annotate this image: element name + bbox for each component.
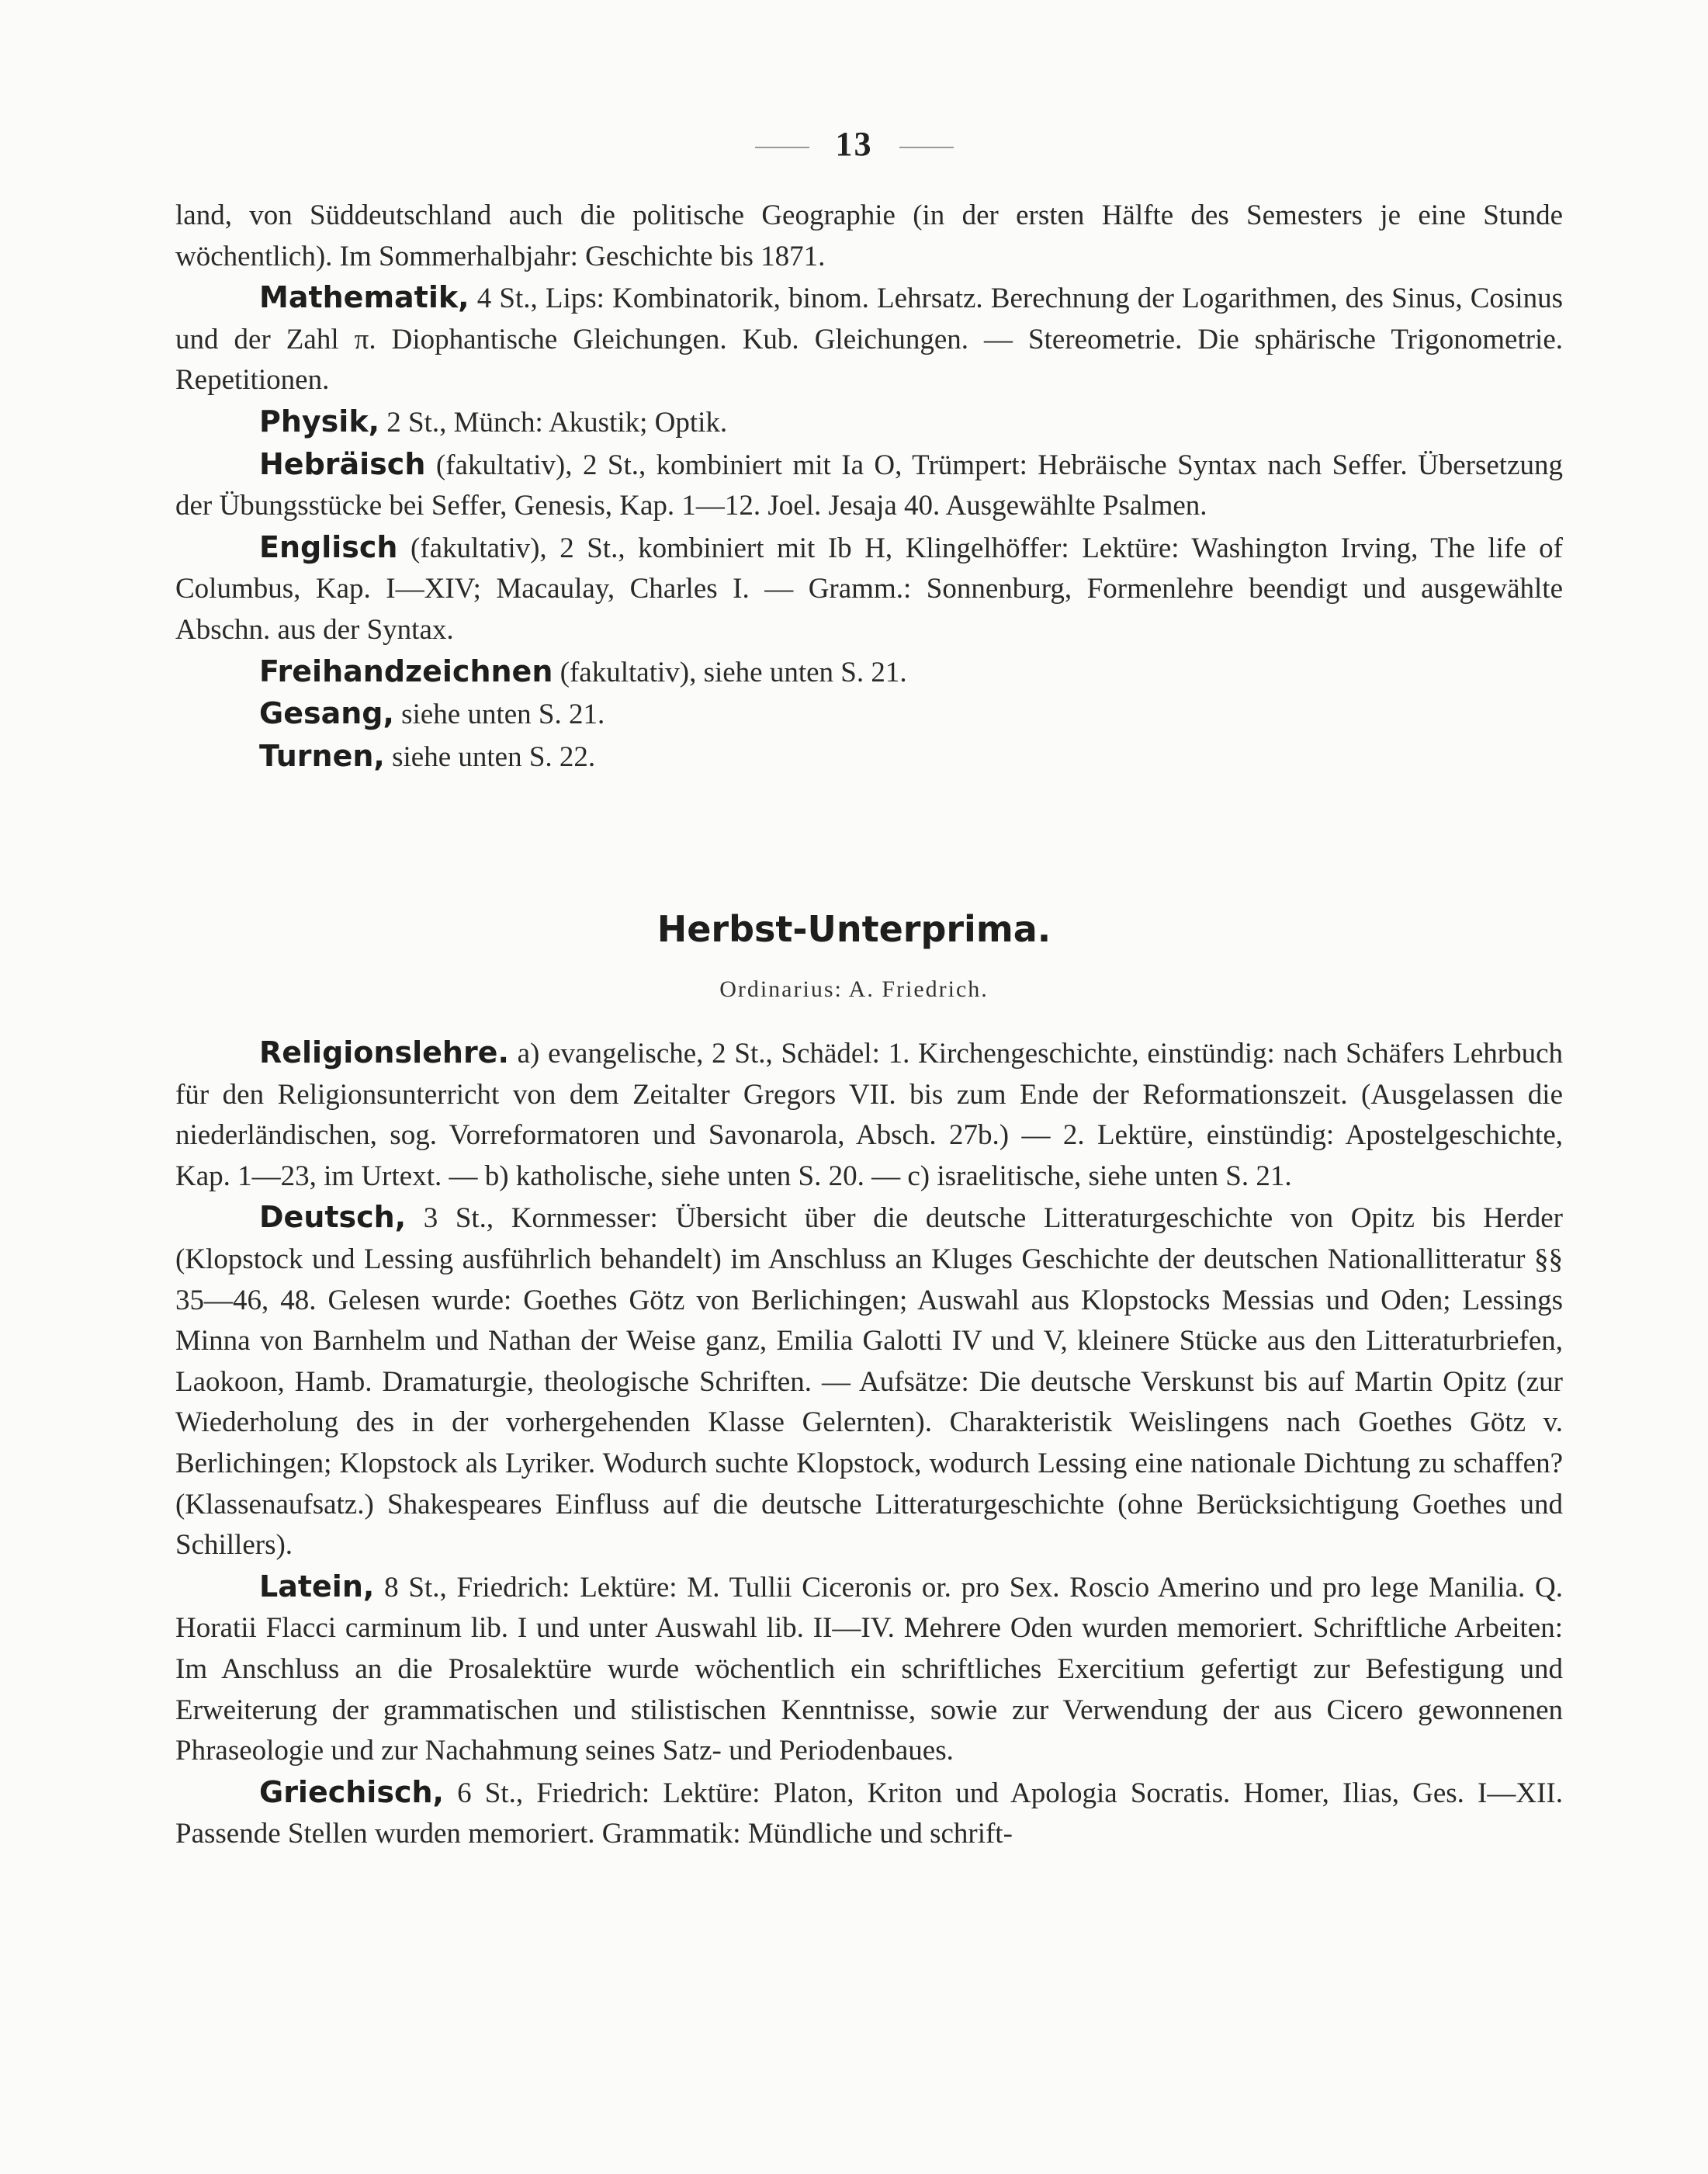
- paragraph-griechisch: [175, 1772, 1563, 1855]
- section-title: Herbst-Unterprima.: [657, 908, 1051, 950]
- paragraph-hebraeisch: [175, 444, 1563, 527]
- paragraph-text: (fakultativ), siehe unten S. 21.: [553, 656, 907, 688]
- paragraph-text: (fakultativ), 2 St., kombiniert mit Ib H, Klingelhöffer: Lektüre: Washington Irving, The life of Columbus, Kap. I—XIV; Macaulay, Charles I. — Gramm.: Sonnenburg, Formenlehre beendigt und ausgewählte Abschn. aus der Syntax.: [175, 532, 1563, 646]
- paragraph-text: siehe unten S. 21.: [393, 699, 605, 731]
- subject-heading: Mathematik,: [259, 280, 469, 315]
- subject-heading: Freihandzeichnen: [259, 654, 553, 688]
- subject-heading: Gesang,: [259, 696, 394, 731]
- paragraph-turnen: [175, 736, 1563, 778]
- paragraph-physik: [175, 401, 1563, 444]
- paragraph-freihandzeichnen: [175, 651, 1563, 694]
- paragraph-gesang: [175, 693, 1563, 736]
- page-number-right-rule: [899, 147, 954, 148]
- ordinarius-line: Ordinarius: A. Friedrich.: [719, 976, 989, 1002]
- page-number-left-rule: [755, 147, 809, 148]
- bottom-text-block: [175, 1032, 1563, 1855]
- paragraph-text: land, von Süddeutschland auch die politische Geographie (in der ersten Hälfte des Semesters je eine Stunde wöchentlich). Im Sommerhalbjahr: Geschichte bis 1871.: [175, 199, 1563, 272]
- paragraph-text: 2 St., Münch: Akustik; Optik.: [379, 406, 728, 439]
- paragraph-deutsch: [175, 1197, 1563, 1565]
- subject-heading: Deutsch,: [259, 1200, 407, 1235]
- paragraph-text: 3 St., Kornmesser: Übersicht über die deutsche Litteraturgeschichte von Opitz bis Herder (Klopstock und Lessing ausführlich behandelt) im Anschluss an Kluges Geschichte der deutschen Nationallitteratur §§ 35—46, 48. Gelesen wurde: Goethes Götz von Berlichingen; Auswahl aus Klopstocks Messias und Oden; Lessings Minna von Barnhelm und Nathan der Weise ganz, Emilia Galotti IV und V, kleinere Stücke aus den Litteraturbriefen, Laokoon, Hamb. Dramaturgie, theologische Schriften. — Aufsätze: Die deutsche Verskunst bis auf Martin Opitz (zur Wiederholung des in der vorhergehenden Klasse Gelernten). Charakteristik Weislingens nach Goethes Götz v. Berlichingen; Klopstock als Lyriker. Wodurch suchte Klopstock, wodurch Lessing eine nationale Dichtung zu schaffen? (Klassenaufsatz.) Shakespeares Einfluss auf die deutsche Litteraturgeschichte (ohne Berücksichtigung Goethes und Schillers).: [175, 1202, 1563, 1562]
- paragraph-text: 8 St., Friedrich: Lektüre: M. Tullii Ciceronis or. pro Sex. Roscio Amerino und pro lege Manilia. Q. Horatii Flacci carminum lib. I und unter Auswahl lib. II—IV. Mehrere Oden wurden memoriert. Schriftliche Arbeiten: Im Anschluss an die Prosalektüre wurde wöchentlich ein schriftliches Exercitium gefertigt zur Befestigung und Erweiterung der grammatischen und stilistischen Kenntnisse, sowie zur Verwendung der aus Cicero gewonnenen Phraseologie und zur Nachahmung seines Satz- und Periodenbaues.: [175, 1571, 1563, 1767]
- page-number: [0, 124, 1708, 164]
- paragraph-text: 6 St., Friedrich: Lektüre: Platon, Kriton und Apologia Socratis. Homer, Ilias, Ges. I—XII. Passende Stellen wurden memoriert. Grammatik: Mündliche und schrift-: [175, 1777, 1563, 1850]
- subject-heading: Englisch: [259, 529, 398, 564]
- subject-heading: Hebräisch: [259, 446, 426, 481]
- subject-heading: Physik,: [259, 404, 380, 439]
- paragraph-religionslehre: [175, 1032, 1563, 1197]
- paragraph-latein: [175, 1566, 1563, 1772]
- paragraph-text: 4 St., Lips: Kombinatorik, binom. Lehrsatz. Berechnung der Logarithmen, des Sinus, Cosinus und der Zahl π. Diophantische Gleichungen. Kub. Gleichungen. — Stereometrie. Die sphärische Trigonometrie. Repetitionen.: [175, 283, 1563, 397]
- top-text-block: [175, 196, 1563, 778]
- subject-heading: Religionslehre.: [259, 1035, 509, 1070]
- paragraph-text: (fakultativ), 2 St., kombiniert mit Ia O, Trümpert: Hebräische Syntax nach Seffer. Übersetzung der Übungsstücke bei Seffer, Genesis, Kap. 1—12. Joel. Jesaja 40. Ausgewählte Psalmen.: [175, 449, 1563, 522]
- subject-heading: Latein,: [259, 1569, 375, 1604]
- subject-heading: Turnen,: [259, 738, 385, 773]
- subject-heading: Griechisch,: [259, 1774, 444, 1809]
- paragraph-continuation: [175, 196, 1563, 277]
- paragraph-mathematik: [175, 277, 1563, 401]
- paragraph-text: siehe unten S. 22.: [384, 740, 596, 773]
- paragraph-text: a) evangelische, 2 St., Schädel: 1. Kirchengeschichte, einstündig: nach Schäfers Lehrbuch für den Religionsunterricht von dem Zeitalter Gregors VII. bis zum Ende der Reformationszeit. (Ausgelassen die niederländischen, sog. Vorreformatoren und Savonarola, Absch. 27b.) — 2. Lektüre, einstündig: Apostelgeschichte, Kap. 1—23, im Urtext. — b) katholische, siehe unten S. 20. — c) israelitische, siehe unten S. 21.: [175, 1038, 1563, 1192]
- page-number-text: 13: [835, 125, 873, 163]
- paragraph-englisch: [175, 527, 1563, 651]
